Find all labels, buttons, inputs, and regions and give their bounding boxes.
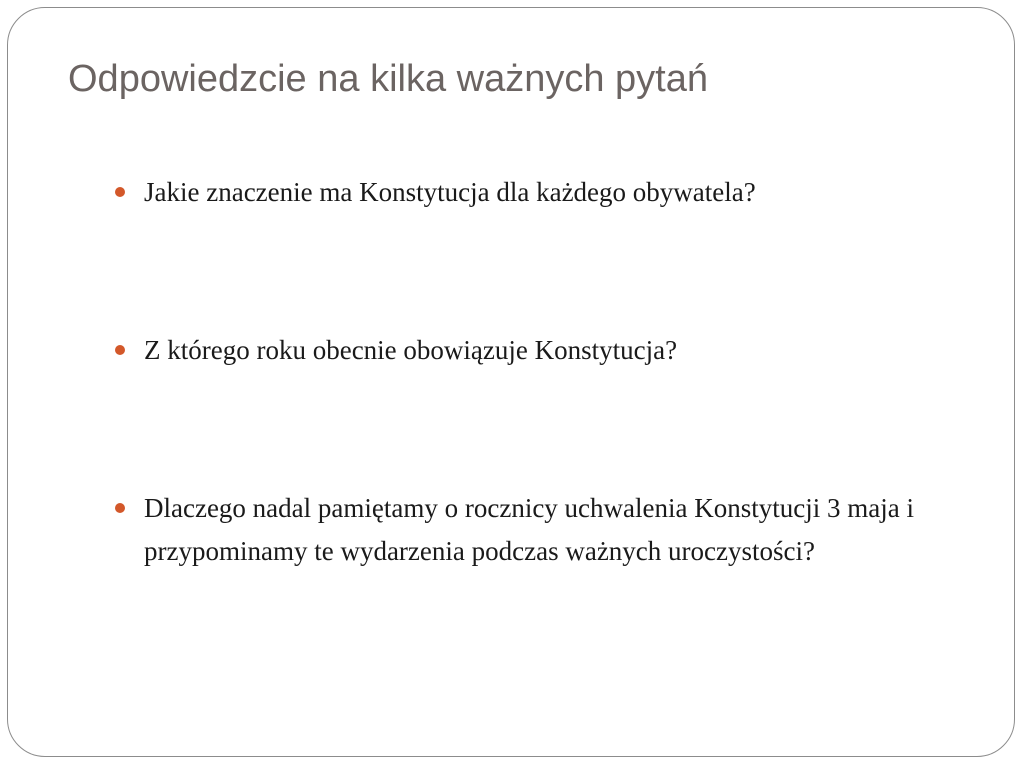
slide-title: Odpowiedzcie na kilka ważnych pytań bbox=[68, 58, 709, 100]
bullet-dot-icon bbox=[115, 187, 125, 197]
question-text: Z którego roku obecnie obowiązuje Konstytucja? bbox=[144, 335, 678, 365]
bullet-dot-icon bbox=[115, 503, 125, 513]
question-text: Dlaczego nadal pamiętamy o rocznicy uchwalenia Konstytucji 3 maja i przypominamy te wydarzenia podczas ważnych uroczystości? bbox=[144, 493, 914, 566]
bullet-dot-icon bbox=[115, 345, 125, 355]
question-text: Jakie znaczenie ma Konstytucja dla każdego obywatela? bbox=[144, 177, 756, 207]
slide-frame bbox=[7, 7, 1015, 757]
